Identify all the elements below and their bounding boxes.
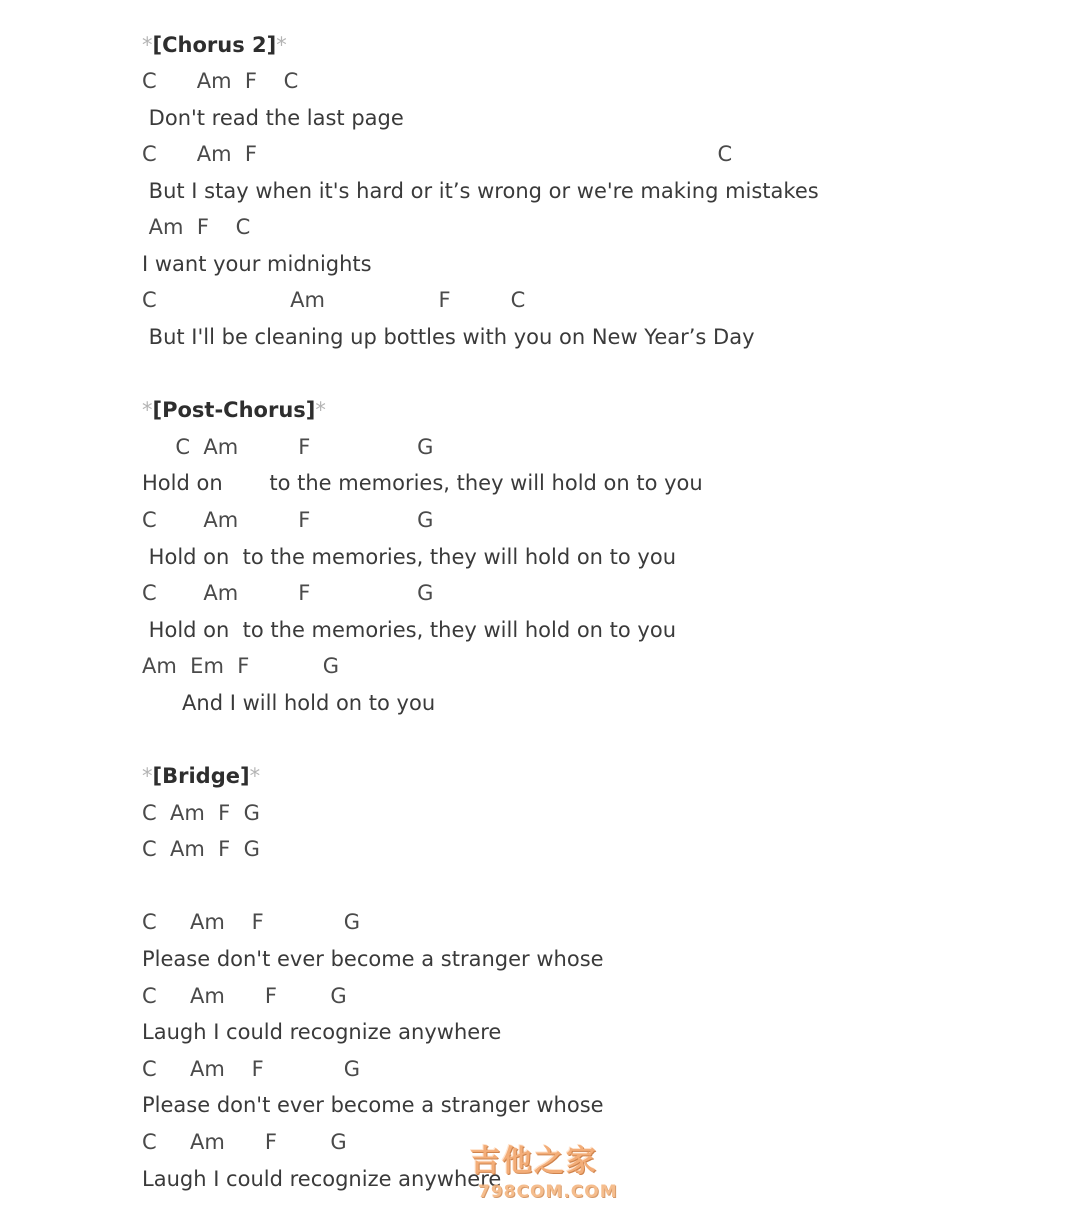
heading-star-left: * (142, 398, 153, 422)
heading-star-right: * (276, 33, 287, 57)
chord-line: C Am F C (142, 142, 733, 166)
site-watermark (470, 1144, 620, 1210)
lyric-line: Laugh I could recognize anywhere (142, 1020, 502, 1044)
lyric-line: But I stay when it's hard or it’s wrong or we're making mistakes (142, 179, 819, 203)
heading-star-right: * (315, 398, 326, 422)
heading-star-left: * (142, 764, 153, 788)
lyric-line: Please don't ever become a stranger whose (142, 947, 604, 971)
lyric-line: And I will hold on to you (142, 691, 436, 715)
section-heading-bridge (142, 762, 260, 790)
chord-line: C Am F G (142, 801, 260, 825)
heading-text: [Chorus 2] (152, 33, 277, 57)
lyric-line: Hold on to the memories, they will hold on to you (142, 471, 703, 495)
heading-text: [Bridge] (152, 764, 250, 788)
chord-line: C Am F C (142, 69, 299, 93)
lyric-line: Please don't ever become a stranger whose (142, 1093, 604, 1117)
section-heading-chorus-2 (142, 31, 287, 59)
chord-line: C Am F G (142, 1130, 347, 1154)
section-heading-post-chorus (142, 396, 326, 424)
watermark-brand: 吉他之家 (470, 1144, 598, 1179)
heading-star-right: * (249, 764, 261, 788)
heading-star-left: * (142, 33, 153, 57)
chord-line: C Am F G (142, 984, 347, 1008)
chord-line: C Am F G (142, 581, 434, 605)
chord-line: C Am F G (142, 1057, 361, 1081)
lyric-line: But I'll be cleaning up bottles with you on New Year’s Day (142, 325, 755, 349)
chord-line: C Am F G (142, 910, 361, 934)
chord-line: C Am F C (142, 288, 526, 312)
heading-text: [Post-Chorus] (152, 398, 316, 422)
lyric-line: Don't read the last page (142, 106, 404, 130)
chord-line: Am Em F G (142, 654, 340, 678)
lyric-line: Hold on to the memories, they will hold on to you (142, 545, 677, 569)
chord-line: C Am F G (142, 508, 434, 532)
chord-line: Am F C (142, 215, 251, 239)
lyric-line: I want your midnights (142, 252, 372, 276)
lyric-line: Laugh I could recognize anywhere (142, 1167, 502, 1191)
chord-line: C Am F G (142, 837, 260, 861)
lyric-line: Hold on to the memories, they will hold on to you (142, 618, 677, 642)
watermark-url: 798COM.COM (478, 1182, 618, 1202)
chord-line: C Am F G (142, 435, 434, 459)
